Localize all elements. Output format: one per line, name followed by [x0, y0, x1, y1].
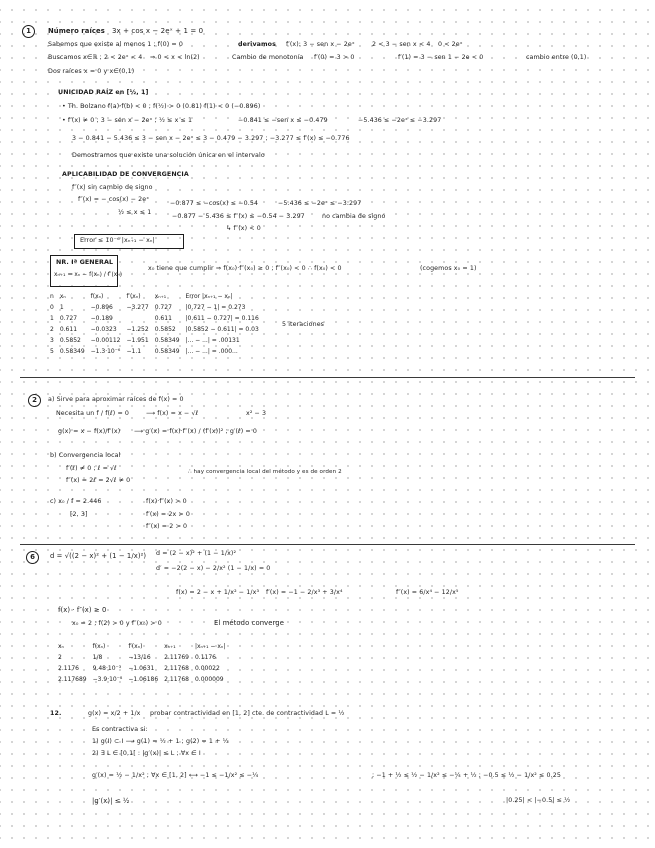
- problem-number-12: 12.: [50, 710, 62, 717]
- p1-line: 3 − 0.841 − 5.436 ≤ 3 − sen x − 2eˣ ≤ 3 − 0.479 − 3.297 ; −3.277 ≤ f′(x) ≤ −0.776: [72, 135, 350, 142]
- p1-line: Dos raíces x = 0 y x∈(0,1): [48, 68, 135, 75]
- p1-section-applicability: APLICABILIDAD DE CONVERGENCIA: [62, 171, 189, 178]
- p1-line: ⇒ 0 < x < ln(2): [150, 54, 200, 61]
- p1-line: derivamos: [238, 41, 276, 48]
- iter2-cell: 2.11768: [164, 676, 189, 683]
- iter2-cell: −3.9·10⁻⁸: [92, 676, 123, 683]
- iter1-row: [50, 336, 265, 347]
- p1-line: 0 < 2eˣ: [438, 41, 463, 48]
- error-criterion: Error ≤ 10⁻⁶ |xₙ₊₁ − xₙ|: [80, 237, 155, 244]
- iter1-cell: |0.727 − 1| = 0.273: [185, 304, 246, 311]
- p1-line: −0.877 ≤ −cos(x) ≤ −0.54: [170, 200, 259, 207]
- p3-line: x₀ = 2 ; f(2) > 0 y f″(x₀) > 0: [72, 620, 162, 627]
- iter1-cell: [126, 314, 154, 325]
- p1-equation: 3x + cos x − 2eˣ + 1 = 0: [112, 27, 204, 35]
- iter2-cell: 0.1176: [194, 654, 216, 661]
- iter1-cell: −0.896: [90, 304, 113, 311]
- iter1-row: [50, 303, 265, 314]
- iter1-cell: 0: [50, 304, 54, 311]
- newton-iteration-table-2: [58, 642, 231, 686]
- p1-heading: Número raíces: [48, 27, 105, 35]
- p2-line: ∴ hay convergencia local del método y es de orden 2: [188, 469, 342, 475]
- iter1-cell: 0.611: [154, 315, 172, 322]
- iter1-header-cell: Error |xₙ₊₁ − xₙ|: [185, 293, 233, 300]
- iter2-row: [58, 664, 231, 675]
- p1-line: f″(x) = − cos(x) − 2eˣ: [78, 196, 150, 203]
- p4-line: 2) ∃ L ∈ [0,1[ : |g′(x)| ≤ L ; ∀x ∈ I: [92, 750, 201, 757]
- iter1-cell: 5: [50, 348, 54, 355]
- iter2-cell: 0.000009: [194, 676, 224, 683]
- p1-line: −0.841 ≤ −sen x ≤ −0.479: [238, 117, 328, 124]
- p1-line: • f′(x) ≠ 0 ; 3 − sen x − 2eˣ ; ½ ≤ x ≤ 1: [62, 117, 193, 124]
- p1-line: x₀ tiene que cumplir ⇒ f(x₀)·f″(x₀) ≥ 0 ; f″(x₀) < 0 ∴ f(x₀) < 0: [148, 265, 342, 272]
- iter2-cell: 1/8: [92, 654, 103, 661]
- iter2-header-cell: xₙ: [58, 643, 64, 650]
- problem-number-6: 6: [26, 551, 39, 564]
- p1-line: Buscamos x∈ℝ ; 2 < 2eˣ < 4: [48, 54, 143, 61]
- p2-line: f′(ℓ) ≠ 0 ; ℓ = √ℓ: [66, 465, 117, 472]
- p1-line: no cambia de signo: [322, 213, 386, 220]
- iter1-header-cell: xₙ: [59, 293, 66, 300]
- iter1-cell: 0.58349: [59, 348, 85, 355]
- iter1-header-cell: f(xₙ): [90, 293, 104, 300]
- iter1-header-cell: f′(xₙ): [126, 293, 141, 300]
- iter1-cell: 3: [50, 337, 54, 344]
- iter1-cell: 1: [50, 315, 54, 322]
- iter2-row: [58, 653, 231, 664]
- iterations-note: 5 iteraciones: [282, 321, 325, 328]
- p2-line: [2, 3]: [70, 511, 88, 518]
- p2-line: ⟶ g′(x) = f(x)·f″(x) / (f′(x))² ; g′(ℓ) = 0: [134, 428, 257, 435]
- iter1-cell: |... − ...| = .00131: [185, 337, 240, 344]
- problem-number-1: 1: [22, 25, 35, 38]
- iter2-cell: −1.0631: [128, 665, 155, 672]
- p1-line: ½ ≤ x ≤ 1: [118, 209, 152, 216]
- iter2-cell: 2.117689: [58, 676, 87, 683]
- iter2-cell: −1.06186: [128, 676, 159, 683]
- iter1-cell: −1.252: [126, 326, 149, 333]
- p2-line: a) Sirve para aproximar raíces de f(x) = 0: [48, 396, 184, 403]
- p2-line: ⟶ f(x) = x − √ℓ: [146, 410, 199, 417]
- p1-line: Demostramos que existe una solución única en el intervalo: [72, 152, 265, 159]
- p3-line: f(x) = 2 − x + 1/x² − 1/x³: [176, 589, 260, 596]
- p1-line: Cambio de monotonía: [232, 54, 304, 61]
- p2-line: f″(x) = 2 > 0: [146, 523, 188, 530]
- section-divider: [20, 377, 635, 378]
- p1-line: 2 < 3 − sen x < 4: [372, 41, 431, 48]
- p1-section-unicity: UNICIDAD RAÍZ en [½, 1]: [58, 89, 149, 96]
- p4-line: probar contractividad en [1, 2] cte. de contractividad L = ½: [150, 710, 345, 717]
- p2-line: g(x) = x − f(x)/f′(x): [58, 428, 121, 435]
- problem-number-2: 2: [28, 394, 41, 407]
- iter2-cell: 2: [58, 654, 62, 661]
- p1-line: −5.436 ≤ −2eˣ ≤ −3.297: [278, 200, 362, 207]
- iter1-row: [50, 314, 265, 325]
- p3-line: El método converge: [214, 619, 284, 627]
- iter1-cell: 0.727: [154, 304, 172, 311]
- iter1-cell: −1.3·10⁻⁶: [90, 348, 121, 355]
- p4-line: |g′(x)| ≤ ½: [92, 797, 130, 805]
- p1-line: −5.436 ≤ −2eˣ ≤ −3.297: [358, 117, 442, 124]
- iter1-cell: 0.5852: [59, 337, 81, 344]
- iter1-cell: |0.611 − 0.727| = 0.116: [185, 315, 259, 322]
- p4-line: ; −1 + ½ ≤ ½ − 1/x² ≤ −¼ + ½ ; −0.5 ≤ ½ − 1/x² ≤ 0.25: [372, 772, 561, 779]
- p2-line: f″(x) = 2ℓ = 2√ℓ ≠ 0: [66, 477, 131, 484]
- p3-line: f′(x) = −1 − 2/x³ + 3/x⁴: [266, 589, 343, 596]
- newton-formula: xₙ₊₁ = xₙ − f(xₙ) / f′(xₙ): [54, 272, 123, 278]
- iter1-cell: −0.0323: [90, 326, 117, 333]
- iter1-header-row: [50, 292, 265, 303]
- p4-line: |0.25| < |−0.5| ≤ ½: [506, 797, 571, 804]
- p2-line: c) x₀ / f = 2.446: [50, 498, 102, 505]
- iter1-cell: −1.1: [126, 348, 142, 355]
- p3-line: f″(x) = 6/x⁴ − 12/x⁵: [396, 589, 459, 596]
- p1-line: f″(x) sin cambio de signo: [72, 184, 153, 191]
- p1-line: • Th. Bolzano f(a)·f(b) < 0 ; f(½) > 0 (0.81) f(1) < 0 (−0.896): [62, 103, 261, 110]
- p4-line: g′(x) = ½ − 1/x² ; ∀x ∈ [1, 2] ⟷ −1 ≤ −1/x² ≤ −¼: [92, 772, 259, 779]
- iter1-cell: |... − ...| = .000...: [185, 348, 238, 355]
- iter1-row: [50, 325, 265, 336]
- iter2-cell: 2.11768: [164, 665, 189, 672]
- iter2-header-cell: f(xₙ): [92, 643, 106, 650]
- p1-line: −0.877 − 5.436 ≤ f″(x) ≤ −0.54 − 3.297: [172, 213, 305, 220]
- iter2-cell: 2.11769: [164, 654, 189, 661]
- p1-line: f′(1) = 3 − sen 1 − 2e < 0: [398, 54, 484, 61]
- iter1-cell: 1: [59, 304, 64, 311]
- iter2-cell: 9.48·10⁻³: [92, 665, 122, 672]
- iter1-cell: −1.951: [126, 337, 149, 344]
- p3-line: d = (2 − x)² + (1 − 1/x)²: [156, 550, 237, 557]
- iter1-cell: 2: [50, 326, 54, 333]
- section-divider: [20, 544, 635, 545]
- p3-line: d = √((2 − x)² + (1 − 1/x)²): [50, 552, 147, 560]
- iter1-cell: 0.611: [59, 326, 78, 333]
- iter2-header-cell: |xₙ₊₁ − xₙ|: [194, 643, 226, 650]
- iter2-header-cell: xₙ₊₁: [164, 643, 176, 650]
- p4-line: g(x) = x/2 + 1/x: [88, 710, 141, 717]
- iter2-header-cell: f′(xₙ): [128, 643, 143, 650]
- p2-line: b) Convergencia local: [50, 452, 121, 459]
- p3-line: d′ = −2(2 − x) − 2/x² (1 − 1/x) = 0: [156, 565, 271, 572]
- p4-line: 1) g(I) ⊂ I ⟶ g(1) = ½ + 1 ; g(2) = 1 + ½: [92, 738, 229, 745]
- iter1-cell: 0.5852: [154, 326, 176, 333]
- iter1-cell: 0.58349: [154, 337, 180, 344]
- p4-line: Es contractiva si:: [92, 726, 148, 733]
- iter1-header-cell: xₙ₊₁: [154, 293, 167, 300]
- iter1-cell: |0.5852 − 0.611| = 0.03: [185, 326, 259, 333]
- p2-line: f(x)·f″(x) > 0: [146, 498, 187, 505]
- p2-line: Necesita un f / f(ℓ) = 0: [56, 410, 130, 417]
- iter2-cell: −13/16: [128, 654, 151, 661]
- p1-line: (cogemos x₀ = 1): [420, 265, 477, 272]
- iter2-cell: 2.1176: [58, 665, 79, 672]
- iter2-row: [58, 675, 231, 686]
- p2-line: f′(x) = 2x > 0: [146, 511, 190, 518]
- p1-line: f′(x): 3 − sen x − 2eˣ: [286, 41, 355, 48]
- newton-title: NR. Iª GENERAL: [56, 259, 114, 266]
- p1-line: f′(0) = 3 > 0: [314, 54, 355, 61]
- iter1-cell: 0.727: [59, 315, 78, 322]
- iter1-cell: −0.00112: [90, 337, 121, 344]
- iter2-header-row: [58, 642, 231, 653]
- newton-iteration-table: [50, 292, 265, 358]
- iter2-cell: 0.00022: [194, 665, 220, 672]
- iter1-cell: −3.277: [126, 304, 149, 311]
- p2-line: x² − 3: [246, 410, 267, 417]
- iter1-header-cell: n: [50, 293, 54, 300]
- p1-line: cambio entre (0,1): [526, 54, 587, 61]
- p1-line: Sabemos que existe al menos 1 ; f(0) = 0: [48, 41, 184, 48]
- iter1-cell: −0.189: [90, 315, 113, 322]
- iter1-row: [50, 347, 265, 358]
- p3-line: f(x) · f″(x) ≥ 0: [58, 606, 107, 614]
- iter1-cell: 0.58349: [154, 348, 180, 355]
- p1-line: ↳ f″(x) < 0: [226, 225, 261, 232]
